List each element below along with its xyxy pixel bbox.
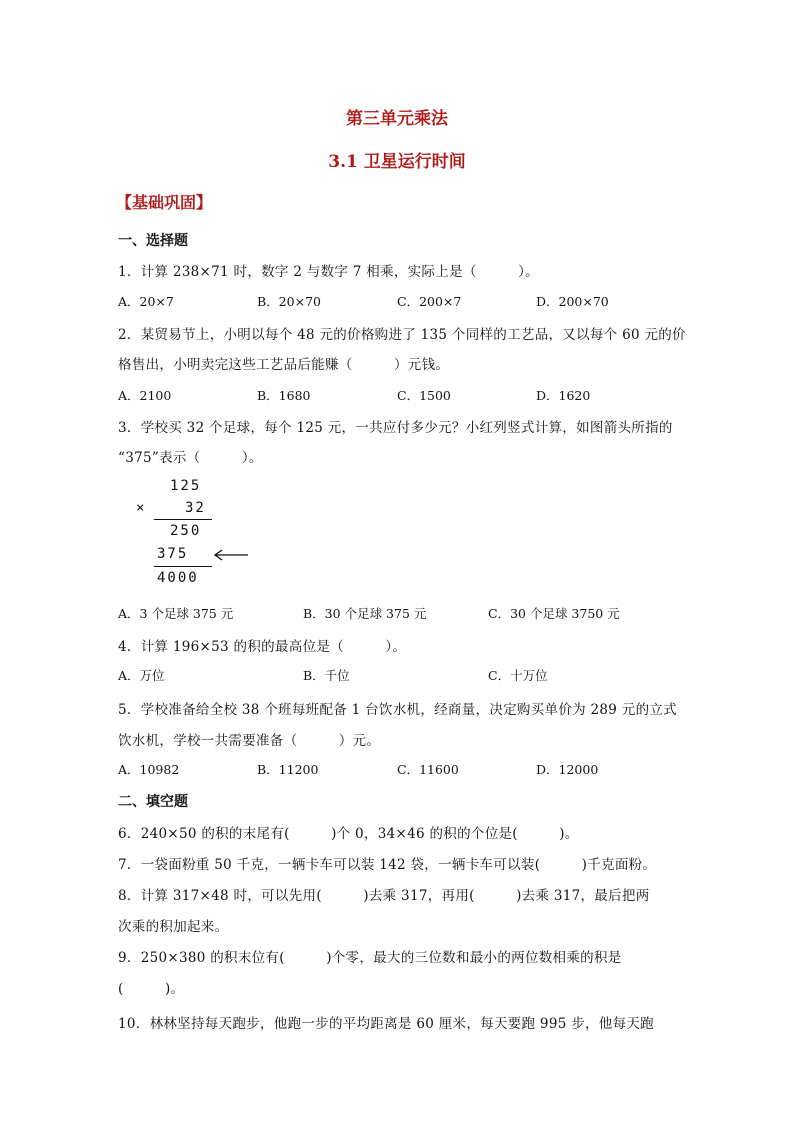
question-2-line-1: 2．某贸易节上，小明以每个 48 元的价格购进了 135 个同样的工艺品，又以每个 60 元的价 [118,327,686,343]
q2-option-a: A．2100 [118,388,172,403]
calc-multiplier: 32 [185,500,206,516]
q3-option-b: B．30 个足球 375 元 [303,606,427,621]
arrow-left-icon [212,548,250,562]
section-fill-heading: 二、填空题 [118,794,188,810]
question-10-line-1: 10．林林坚持每天跑步，他跑一步的平均距离是 60 厘米，每天要跑 995 步，他每天跑 [118,1016,654,1032]
question-1: 1．计算 238×71 时，数字 2 与数字 7 相乘，实际上是（ ）。 [118,264,539,280]
lesson-title: 3.1 卫星运行时间 [328,152,466,172]
question-7: 7．一袋面粉重 50 千克，一辆卡车可以装 142 袋，一辆卡车可以装( )千克面粉。 [118,857,657,873]
q2-option-d: D．1620 [536,388,591,403]
q5-option-b: B．11200 [257,762,319,777]
section-choice-heading: 一、选择题 [118,233,188,249]
q3-option-c: C．30 个足球 3750 元 [488,606,620,621]
question-8-line-2: 次乘的积加起来。 [118,919,229,935]
calc-times-sign: × [136,500,147,516]
q5-option-c: C．11600 [397,762,459,777]
calc-partial-1: 250 [170,523,202,539]
question-4: 4．计算 196×53 的积的最高位是（ ）。 [118,639,407,655]
question-5-line-2: 饮水机，学校一共需要准备（ ）元。 [118,733,381,749]
q4-option-b: B．千位 [303,668,350,683]
question-3-line-1: 3．学校买 32 个足球，每个 125 元，一共应付多少元？小红列竖式计算，如图箭头所指的 [118,420,673,436]
unit-title: 第三单元乘法 [346,109,448,129]
q1-option-a: A．20×7 [118,294,174,309]
q1-option-d: D．200×70 [536,294,609,309]
calc-multiplicand: 125 [170,478,202,494]
q3-option-a: A．3 个足球 375 元 [118,606,234,621]
q1-option-b: B．20×70 [257,294,321,309]
question-3-line-2: “375”表示（ ）。 [118,450,263,466]
calc-result: 4000 [157,570,199,586]
section-banner: 【基础巩固】 [116,193,213,212]
calc-rule-2 [154,566,212,567]
question-9-line-1: 9．250×380 的积末位有( )个零，最大的三位数和最小的两位数相乘的积是 [118,950,622,966]
question-6: 6．240×50 的积的末尾有( )个 0，34×46 的积的个位是( )。 [118,826,579,842]
question-9-line-2: ( )。 [118,981,185,997]
q4-option-a: A．万位 [118,668,165,683]
calc-partial-2: 375 [157,546,189,562]
q5-option-a: A．10982 [118,762,180,777]
q2-option-b: B．1680 [257,388,311,403]
calc-rule-1 [154,519,212,520]
q2-option-c: C．1500 [397,388,451,403]
q5-option-d: D．12000 [536,762,599,777]
q4-option-c: C．十万位 [488,668,548,683]
question-2-line-2: 格售出，小明卖完这些工艺品后能赚（ ）元钱。 [118,357,450,373]
question-5-line-1: 5．学校准备给全校 38 个班每班配备 1 台饮水机，经商量，决定购买单价为 289 元的立式 [118,702,677,718]
q1-option-c: C．200×7 [397,294,462,309]
question-8-line-1: 8．计算 317×48 时，可以先用( )去乘 317，再用( )去乘 317，最后把两 [118,888,650,904]
